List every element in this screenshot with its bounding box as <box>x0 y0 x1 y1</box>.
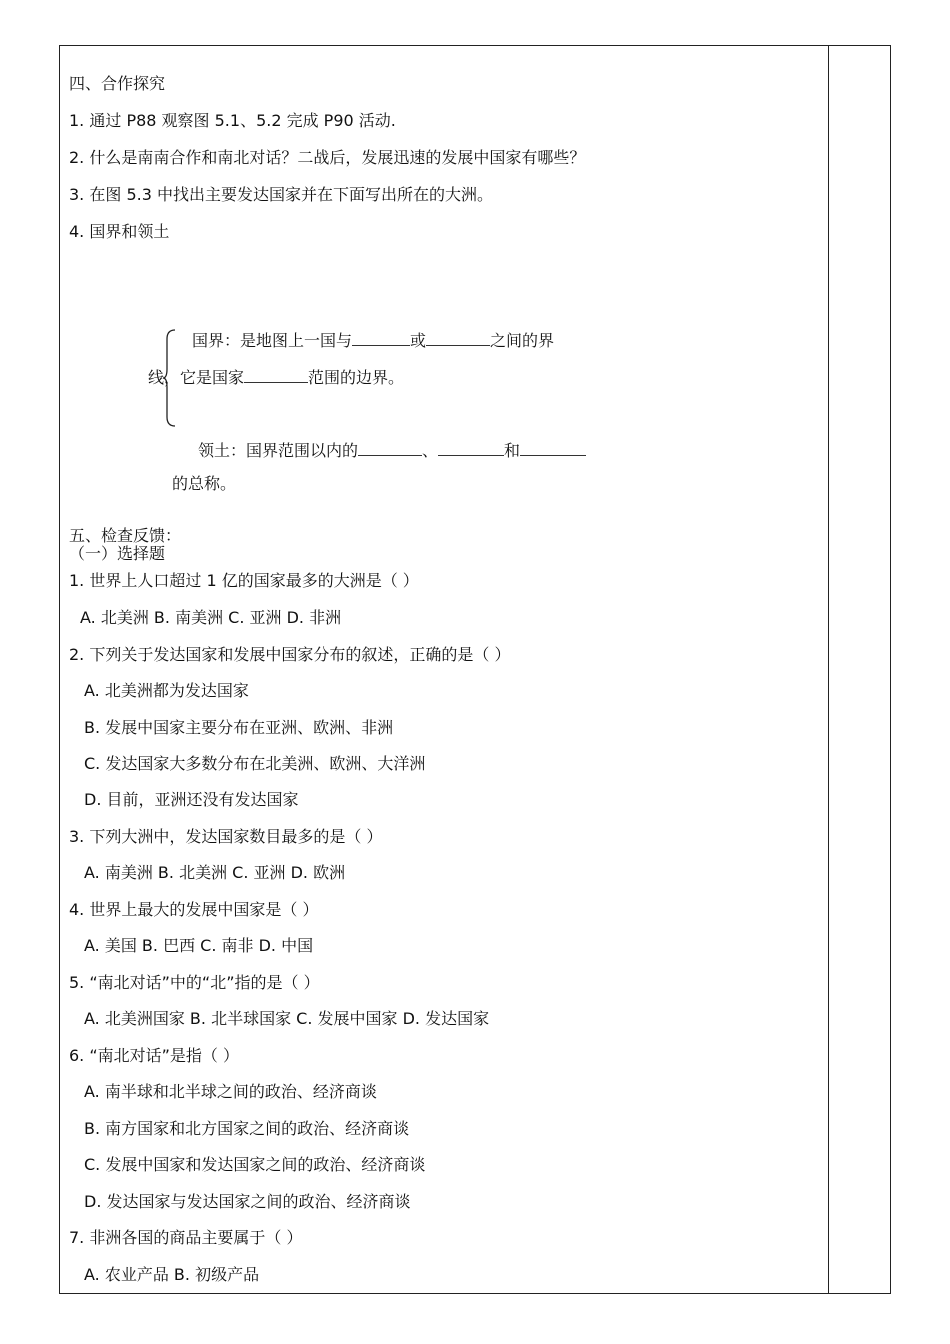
question-6-option-a: A. 南半球和北半球之间的政治、经济商谈 <box>84 1082 377 1101</box>
question-3: 3. 下列大洲中，发达国家数目最多的是（ ） <box>69 827 383 846</box>
question-2-option-a: A. 北美洲都为发达国家 <box>84 681 249 700</box>
question-4-options: A. 美国 B. 巴西 C. 南非 D. 中国 <box>84 936 314 955</box>
question-6-option-c: C. 发展中国家和发达国家之间的政治、经济商谈 <box>84 1155 426 1174</box>
question-2-option-c: C. 发达国家大多数分布在北美洲、欧洲、大洋洲 <box>84 754 426 773</box>
question-5: 5. “南北对话”中的“北”指的是（ ） <box>69 973 320 992</box>
border-definition-line1: 国界：是地图上一国与 或 之间的界 <box>192 331 555 350</box>
page-frame <box>59 45 891 1294</box>
question-6: 6. “南北对话”是指（ ） <box>69 1046 240 1065</box>
question-6-option-b: B. 南方国家和北方国家之间的政治、经济商谈 <box>84 1119 410 1138</box>
question-5-options: A. 北美洲国家 B. 北半球国家 C. 发展中国家 D. 发达国家 <box>84 1009 490 1028</box>
section-5-subtitle: （一）选择题 <box>69 544 166 563</box>
question-2-option-b: B. 发展中国家主要分布在亚洲、欧洲、非洲 <box>84 718 394 737</box>
answer-blank[interactable] <box>426 329 490 346</box>
column-divider <box>828 45 829 1294</box>
question-4-4: 4. 国界和领土 <box>69 222 170 241</box>
territory-definition: 领土：国界范围以内的 、 和 <box>198 439 586 461</box>
border-definition-line2: 线，它是国家 范围的边界。 <box>148 368 405 387</box>
section-4-title: 四、合作探究 <box>69 74 166 93</box>
answer-blank[interactable] <box>520 439 586 456</box>
answer-blank[interactable] <box>438 439 504 456</box>
territory-definition-end: 的总称。 <box>172 474 237 493</box>
question-7: 7. 非洲各国的商品主要属于（ ） <box>69 1228 303 1247</box>
question-7-options: A. 农业产品 B. 初级产品 <box>84 1265 260 1284</box>
section-5-title: 五、检查反馈： <box>69 526 182 545</box>
question-4-2: 2. 什么是南南合作和南北对话？二战后，发展迅速的发展中国家有哪些？ <box>69 148 586 167</box>
question-2: 2. 下列关于发达国家和发展中国家分布的叙述，正确的是（ ） <box>69 645 511 664</box>
answer-blank[interactable] <box>244 366 308 383</box>
question-4-1: 1. 通过 P88 观察图 5.1、5.2 完成 P90 活动. <box>69 111 396 130</box>
question-4-3: 3. 在图 5.3 中找出主要发达国家并在下面写出所在的大洲。 <box>69 185 493 204</box>
answer-blank[interactable] <box>352 329 410 346</box>
question-6-option-d: D. 发达国家与发达国家之间的政治、经济商谈 <box>84 1192 411 1211</box>
answer-blank[interactable] <box>358 439 422 456</box>
question-3-options: A. 南美洲 B. 北美洲 C. 亚洲 D. 欧洲 <box>84 863 346 882</box>
question-1: 1. 世界上人口超过 1 亿的国家最多的大洲是（ ） <box>69 571 419 590</box>
question-2-option-d: D. 目前，亚洲还没有发达国家 <box>84 790 299 809</box>
question-4: 4. 世界上最大的发展中国家是（ ） <box>69 900 319 919</box>
question-1-options: A. 北美洲 B. 南美洲 C. 亚洲 D. 非洲 <box>80 608 342 627</box>
